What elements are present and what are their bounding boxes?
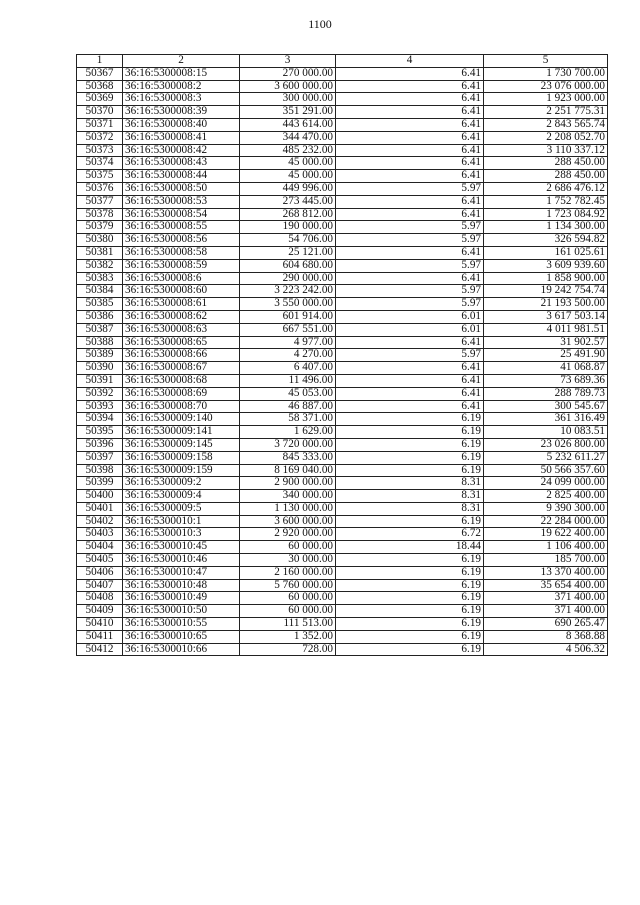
row-number-cell: 50401 bbox=[77, 502, 123, 515]
row-number-cell: 50384 bbox=[77, 285, 123, 298]
area-cell: 340 000.00 bbox=[240, 490, 336, 503]
table-row bbox=[77, 387, 608, 400]
cadastral-number-cell: 36:16:5300008:59 bbox=[123, 259, 240, 272]
cadastral-number-cell: 36:16:5300009:140 bbox=[123, 413, 240, 426]
page-number: 1100 bbox=[308, 17, 332, 31]
rate-cell: 18.44 bbox=[336, 541, 484, 554]
area-cell: 290 000.00 bbox=[240, 272, 336, 285]
cadastral-value-cell: 361 316.49 bbox=[484, 413, 608, 426]
cadastral-value-cell: 25 491.90 bbox=[484, 349, 608, 362]
cadastral-number-cell: 36:16:5300008:62 bbox=[123, 310, 240, 323]
rate-cell: 6.19 bbox=[336, 464, 484, 477]
cadastral-number-cell: 36:16:5300008:15 bbox=[123, 67, 240, 80]
table-row bbox=[77, 592, 608, 605]
area-cell: 5 760 000.00 bbox=[240, 579, 336, 592]
cadastral-number-cell: 36:16:5300008:3 bbox=[123, 93, 240, 106]
cadastral-value-cell: 3 609 939.60 bbox=[484, 259, 608, 272]
cadastral-value-cell: 690 265.47 bbox=[484, 618, 608, 631]
table-row bbox=[77, 285, 608, 298]
area-cell: 728.00 bbox=[240, 643, 336, 656]
cadastral-value-cell: 288 789.73 bbox=[484, 387, 608, 400]
cadastral-number-cell: 36:16:5300008:63 bbox=[123, 323, 240, 336]
table-row bbox=[77, 323, 608, 336]
table-row bbox=[77, 246, 608, 259]
table-row bbox=[77, 630, 608, 643]
rate-cell: 5.97 bbox=[336, 182, 484, 195]
rate-cell: 6.72 bbox=[336, 528, 484, 541]
rate-cell: 6.19 bbox=[336, 426, 484, 439]
table-row bbox=[77, 374, 608, 387]
rate-cell: 6.41 bbox=[336, 387, 484, 400]
rate-cell: 6.41 bbox=[336, 144, 484, 157]
row-number-cell: 50381 bbox=[77, 246, 123, 259]
cadastral-number-cell: 36:16:5300008:65 bbox=[123, 336, 240, 349]
table-row bbox=[77, 400, 608, 413]
area-cell: 11 496.00 bbox=[240, 374, 336, 387]
area-cell: 3 223 242.00 bbox=[240, 285, 336, 298]
rate-cell: 5.97 bbox=[336, 234, 484, 247]
rate-cell: 6.41 bbox=[336, 170, 484, 183]
table-row bbox=[77, 170, 608, 183]
table-row bbox=[77, 618, 608, 631]
cadastral-number-cell: 36:16:5300010:65 bbox=[123, 630, 240, 643]
area-cell: 2 900 000.00 bbox=[240, 477, 336, 490]
rate-cell: 6.41 bbox=[336, 131, 484, 144]
cadastral-value-cell: 31 902.57 bbox=[484, 336, 608, 349]
area-cell: 54 706.00 bbox=[240, 234, 336, 247]
rate-cell: 6.01 bbox=[336, 310, 484, 323]
area-cell: 485 232.00 bbox=[240, 144, 336, 157]
row-number-cell: 50397 bbox=[77, 451, 123, 464]
cadastral-value-cell: 10 083.51 bbox=[484, 426, 608, 439]
cadastral-number-cell: 36:16:5300008:61 bbox=[123, 298, 240, 311]
cadastral-number-cell: 36:16:5300008:44 bbox=[123, 170, 240, 183]
area-cell: 270 000.00 bbox=[240, 67, 336, 80]
cadastral-value-cell: 371 400.00 bbox=[484, 592, 608, 605]
cadastral-value-cell: 22 284 000.00 bbox=[484, 515, 608, 528]
row-number-cell: 50367 bbox=[77, 67, 123, 80]
table-row bbox=[77, 362, 608, 375]
cadastral-value-cell: 161 025.61 bbox=[484, 246, 608, 259]
cadastral-number-cell: 36:16:5300010:3 bbox=[123, 528, 240, 541]
cadastral-number-cell: 36:16:5300008:50 bbox=[123, 182, 240, 195]
cadastral-value-cell: 8 368.88 bbox=[484, 630, 608, 643]
row-number-cell: 50403 bbox=[77, 528, 123, 541]
row-number-cell: 50396 bbox=[77, 438, 123, 451]
cadastral-number-cell: 36:16:5300010:47 bbox=[123, 566, 240, 579]
cadastral-value-cell: 2 686 476.12 bbox=[484, 182, 608, 195]
cadastral-number-cell: 36:16:5300008:42 bbox=[123, 144, 240, 157]
area-cell: 60 000.00 bbox=[240, 541, 336, 554]
row-number-cell: 50408 bbox=[77, 592, 123, 605]
area-cell: 667 551.00 bbox=[240, 323, 336, 336]
cadastral-value-cell: 41 068.87 bbox=[484, 362, 608, 375]
cadastral-number-cell: 36:16:5300010:1 bbox=[123, 515, 240, 528]
table-row bbox=[77, 490, 608, 503]
area-cell: 45 000.00 bbox=[240, 170, 336, 183]
rate-cell: 6.19 bbox=[336, 554, 484, 567]
area-cell: 3 600 000.00 bbox=[240, 515, 336, 528]
cadastral-value-cell: 288 450.00 bbox=[484, 157, 608, 170]
row-number-cell: 50373 bbox=[77, 144, 123, 157]
row-number-cell: 50411 bbox=[77, 630, 123, 643]
column-header: 3 bbox=[240, 55, 336, 68]
row-number-cell: 50383 bbox=[77, 272, 123, 285]
row-number-cell: 50402 bbox=[77, 515, 123, 528]
rate-cell: 5.97 bbox=[336, 349, 484, 362]
area-cell: 344 470.00 bbox=[240, 131, 336, 144]
rate-cell: 6.41 bbox=[336, 80, 484, 93]
rate-cell: 6.01 bbox=[336, 323, 484, 336]
table-row bbox=[77, 144, 608, 157]
cadastral-value-cell: 21 193 500.00 bbox=[484, 298, 608, 311]
row-number-cell: 50378 bbox=[77, 208, 123, 221]
rate-cell: 6.19 bbox=[336, 566, 484, 579]
cadastral-value-cell: 326 594.82 bbox=[484, 234, 608, 247]
cadastral-number-cell: 36:16:5300008:54 bbox=[123, 208, 240, 221]
table-row bbox=[77, 336, 608, 349]
rate-cell: 6.41 bbox=[336, 67, 484, 80]
column-header: 2 bbox=[123, 55, 240, 68]
table-row bbox=[77, 208, 608, 221]
cadastral-number-cell: 36:16:5300008:69 bbox=[123, 387, 240, 400]
cadastral-value-cell: 35 654 400.00 bbox=[484, 579, 608, 592]
cadastral-value-cell: 4 506.32 bbox=[484, 643, 608, 656]
rate-cell: 5.97 bbox=[336, 259, 484, 272]
row-number-cell: 50374 bbox=[77, 157, 123, 170]
rate-cell: 8.31 bbox=[336, 477, 484, 490]
row-number-cell: 50377 bbox=[77, 195, 123, 208]
cadastral-number-cell: 36:16:5300009:141 bbox=[123, 426, 240, 439]
row-number-cell: 50394 bbox=[77, 413, 123, 426]
rate-cell: 5.97 bbox=[336, 285, 484, 298]
row-number-cell: 50405 bbox=[77, 554, 123, 567]
table-row bbox=[77, 541, 608, 554]
area-cell: 25 121.00 bbox=[240, 246, 336, 259]
rate-cell: 6.19 bbox=[336, 592, 484, 605]
row-number-cell: 50387 bbox=[77, 323, 123, 336]
cadastral-value-cell: 2 208 052.70 bbox=[484, 131, 608, 144]
area-cell: 1 352.00 bbox=[240, 630, 336, 643]
table-row bbox=[77, 566, 608, 579]
table-row bbox=[77, 67, 608, 80]
area-cell: 45 053.00 bbox=[240, 387, 336, 400]
row-number-cell: 50385 bbox=[77, 298, 123, 311]
table-row bbox=[77, 80, 608, 93]
table-row bbox=[77, 528, 608, 541]
rate-cell: 8.31 bbox=[336, 490, 484, 503]
table-row bbox=[77, 310, 608, 323]
row-number-cell: 50392 bbox=[77, 387, 123, 400]
cadastral-number-cell: 36:16:5300008:2 bbox=[123, 80, 240, 93]
rate-cell: 6.19 bbox=[336, 643, 484, 656]
cadastral-number-cell: 36:16:5300009:145 bbox=[123, 438, 240, 451]
row-number-cell: 50388 bbox=[77, 336, 123, 349]
cadastral-number-cell: 36:16:5300008:40 bbox=[123, 118, 240, 131]
row-number-cell: 50379 bbox=[77, 221, 123, 234]
cadastral-number-cell: 36:16:5300010:49 bbox=[123, 592, 240, 605]
rate-cell: 6.41 bbox=[336, 272, 484, 285]
row-number-cell: 50375 bbox=[77, 170, 123, 183]
area-cell: 449 996.00 bbox=[240, 182, 336, 195]
row-number-cell: 50372 bbox=[77, 131, 123, 144]
cadastral-number-cell: 36:16:5300008:55 bbox=[123, 221, 240, 234]
rate-cell: 6.19 bbox=[336, 438, 484, 451]
cadastral-value-cell: 19 242 754.74 bbox=[484, 285, 608, 298]
table-body bbox=[77, 67, 608, 656]
rate-cell: 6.19 bbox=[336, 515, 484, 528]
cadastral-number-cell: 36:16:5300008:70 bbox=[123, 400, 240, 413]
rate-cell: 6.41 bbox=[336, 118, 484, 131]
cadastral-value-cell: 50 566 357.60 bbox=[484, 464, 608, 477]
rate-cell: 6.41 bbox=[336, 93, 484, 106]
rate-cell: 5.97 bbox=[336, 298, 484, 311]
cadastral-value-cell: 2 251 775.31 bbox=[484, 106, 608, 119]
area-cell: 4 977.00 bbox=[240, 336, 336, 349]
cadastral-value-cell: 9 390 300.00 bbox=[484, 502, 608, 515]
cadastral-value-cell: 371 400.00 bbox=[484, 605, 608, 618]
cadastral-value-cell: 1 134 300.00 bbox=[484, 221, 608, 234]
cadastral-value-cell: 13 370 400.00 bbox=[484, 566, 608, 579]
rate-cell: 6.41 bbox=[336, 195, 484, 208]
cadastral-value-cell: 1 923 000.00 bbox=[484, 93, 608, 106]
cadastral-value-cell: 1 752 782.45 bbox=[484, 195, 608, 208]
row-number-cell: 50395 bbox=[77, 426, 123, 439]
table-row bbox=[77, 643, 608, 656]
rate-cell: 6.19 bbox=[336, 413, 484, 426]
row-number-cell: 50389 bbox=[77, 349, 123, 362]
cadastral-number-cell: 36:16:5300008:66 bbox=[123, 349, 240, 362]
row-number-cell: 50369 bbox=[77, 93, 123, 106]
rate-cell: 6.41 bbox=[336, 374, 484, 387]
cadastral-number-cell: 36:16:5300009:159 bbox=[123, 464, 240, 477]
row-number-cell: 50407 bbox=[77, 579, 123, 592]
cadastral-value-cell: 24 099 000.00 bbox=[484, 477, 608, 490]
table-row bbox=[77, 451, 608, 464]
cadastral-value-cell: 1 106 400.00 bbox=[484, 541, 608, 554]
area-cell: 351 291.00 bbox=[240, 106, 336, 119]
area-cell: 30 000.00 bbox=[240, 554, 336, 567]
column-header: 5 bbox=[484, 55, 608, 68]
area-cell: 601 914.00 bbox=[240, 310, 336, 323]
cadastral-number-cell: 36:16:5300008:58 bbox=[123, 246, 240, 259]
area-cell: 3 550 000.00 bbox=[240, 298, 336, 311]
area-cell: 443 614.00 bbox=[240, 118, 336, 131]
table-row bbox=[77, 118, 608, 131]
cadastral-value-cell: 300 545.67 bbox=[484, 400, 608, 413]
cadastral-value-cell: 3 617 503.14 bbox=[484, 310, 608, 323]
row-number-cell: 50386 bbox=[77, 310, 123, 323]
cadastral-number-cell: 36:16:5300008:56 bbox=[123, 234, 240, 247]
cadastral-value-cell: 185 700.00 bbox=[484, 554, 608, 567]
row-number-cell: 50390 bbox=[77, 362, 123, 375]
cadastral-value-cell: 2 843 565.74 bbox=[484, 118, 608, 131]
cadastral-number-cell: 36:16:5300008:67 bbox=[123, 362, 240, 375]
table-row bbox=[77, 426, 608, 439]
cadastral-value-table bbox=[76, 54, 608, 656]
row-number-cell: 50412 bbox=[77, 643, 123, 656]
cadastral-number-cell: 36:16:5300008:6 bbox=[123, 272, 240, 285]
area-cell: 604 680.00 bbox=[240, 259, 336, 272]
table-row bbox=[77, 131, 608, 144]
area-cell: 58 371.00 bbox=[240, 413, 336, 426]
cadastral-number-cell: 36:16:5300010:55 bbox=[123, 618, 240, 631]
column-number-row bbox=[77, 55, 608, 68]
table-row bbox=[77, 298, 608, 311]
table-row bbox=[77, 195, 608, 208]
table-row bbox=[77, 438, 608, 451]
area-cell: 45 000.00 bbox=[240, 157, 336, 170]
cadastral-value-cell: 1 858 900.00 bbox=[484, 272, 608, 285]
cadastral-number-cell: 36:16:5300008:39 bbox=[123, 106, 240, 119]
table-row bbox=[77, 554, 608, 567]
row-number-cell: 50380 bbox=[77, 234, 123, 247]
area-cell: 1 629.00 bbox=[240, 426, 336, 439]
table-row bbox=[77, 259, 608, 272]
column-header: 1 bbox=[77, 55, 123, 68]
area-cell: 4 270.00 bbox=[240, 349, 336, 362]
cadastral-value-cell: 5 232 611.27 bbox=[484, 451, 608, 464]
table-row bbox=[77, 413, 608, 426]
table-row bbox=[77, 477, 608, 490]
cadastral-number-cell: 36:16:5300009:4 bbox=[123, 490, 240, 503]
table-row bbox=[77, 182, 608, 195]
table-row bbox=[77, 579, 608, 592]
cadastral-number-cell: 36:16:5300010:48 bbox=[123, 579, 240, 592]
rate-cell: 6.19 bbox=[336, 605, 484, 618]
cadastral-value-cell: 19 622 400.00 bbox=[484, 528, 608, 541]
area-cell: 3 600 000.00 bbox=[240, 80, 336, 93]
table-row bbox=[77, 349, 608, 362]
cadastral-number-cell: 36:16:5300009:5 bbox=[123, 502, 240, 515]
area-cell: 1 130 000.00 bbox=[240, 502, 336, 515]
row-number-cell: 50398 bbox=[77, 464, 123, 477]
cadastral-value-cell: 288 450.00 bbox=[484, 170, 608, 183]
rate-cell: 5.97 bbox=[336, 221, 484, 234]
row-number-cell: 50409 bbox=[77, 605, 123, 618]
cadastral-value-cell: 73 689.36 bbox=[484, 374, 608, 387]
table-row bbox=[77, 106, 608, 119]
cadastral-value-cell: 3 110 337.12 bbox=[484, 144, 608, 157]
cadastral-number-cell: 36:16:5300009:158 bbox=[123, 451, 240, 464]
cadastral-value-cell: 2 825 400.00 bbox=[484, 490, 608, 503]
cadastral-number-cell: 36:16:5300010:46 bbox=[123, 554, 240, 567]
cadastral-number-cell: 36:16:5300008:53 bbox=[123, 195, 240, 208]
table-row bbox=[77, 93, 608, 106]
table-row bbox=[77, 605, 608, 618]
cadastral-value-cell: 23 076 000.00 bbox=[484, 80, 608, 93]
cadastral-number-cell: 36:16:5300008:41 bbox=[123, 131, 240, 144]
row-number-cell: 50406 bbox=[77, 566, 123, 579]
cadastral-number-cell: 36:16:5300008:60 bbox=[123, 285, 240, 298]
cadastral-number-cell: 36:16:5300009:2 bbox=[123, 477, 240, 490]
table-row bbox=[77, 157, 608, 170]
rate-cell: 6.41 bbox=[336, 400, 484, 413]
area-cell: 46 887.00 bbox=[240, 400, 336, 413]
row-number-cell: 50393 bbox=[77, 400, 123, 413]
row-number-cell: 50382 bbox=[77, 259, 123, 272]
row-number-cell: 50371 bbox=[77, 118, 123, 131]
area-cell: 300 000.00 bbox=[240, 93, 336, 106]
cadastral-number-cell: 36:16:5300008:68 bbox=[123, 374, 240, 387]
area-cell: 2 920 000.00 bbox=[240, 528, 336, 541]
table-row bbox=[77, 221, 608, 234]
cadastral-number-cell: 36:16:5300010:45 bbox=[123, 541, 240, 554]
row-number-cell: 50391 bbox=[77, 374, 123, 387]
column-header: 4 bbox=[336, 55, 484, 68]
rate-cell: 6.41 bbox=[336, 157, 484, 170]
rate-cell: 6.19 bbox=[336, 618, 484, 631]
rate-cell: 6.19 bbox=[336, 630, 484, 643]
cadastral-value-cell: 4 011 981.51 bbox=[484, 323, 608, 336]
row-number-cell: 50368 bbox=[77, 80, 123, 93]
area-cell: 111 513.00 bbox=[240, 618, 336, 631]
row-number-cell: 50376 bbox=[77, 182, 123, 195]
table-row bbox=[77, 502, 608, 515]
rate-cell: 6.19 bbox=[336, 451, 484, 464]
rate-cell: 6.19 bbox=[336, 579, 484, 592]
table-row bbox=[77, 234, 608, 247]
cadastral-value-cell: 1 730 700.00 bbox=[484, 67, 608, 80]
rate-cell: 6.41 bbox=[336, 208, 484, 221]
cadastral-value-cell: 1 723 084.92 bbox=[484, 208, 608, 221]
row-number-cell: 50404 bbox=[77, 541, 123, 554]
area-cell: 2 160 000.00 bbox=[240, 566, 336, 579]
area-cell: 6 407.00 bbox=[240, 362, 336, 375]
cadastral-value-cell: 23 026 800.00 bbox=[484, 438, 608, 451]
rate-cell: 6.41 bbox=[336, 336, 484, 349]
rate-cell: 8.31 bbox=[336, 502, 484, 515]
area-cell: 3 720 000.00 bbox=[240, 438, 336, 451]
row-number-cell: 50400 bbox=[77, 490, 123, 503]
rate-cell: 6.41 bbox=[336, 246, 484, 259]
row-number-cell: 50370 bbox=[77, 106, 123, 119]
area-cell: 268 812.00 bbox=[240, 208, 336, 221]
cadastral-number-cell: 36:16:5300010:50 bbox=[123, 605, 240, 618]
row-number-cell: 50399 bbox=[77, 477, 123, 490]
rate-cell: 6.41 bbox=[336, 362, 484, 375]
table-row bbox=[77, 515, 608, 528]
area-cell: 60 000.00 bbox=[240, 605, 336, 618]
row-number-cell: 50410 bbox=[77, 618, 123, 631]
area-cell: 60 000.00 bbox=[240, 592, 336, 605]
table-row bbox=[77, 272, 608, 285]
table-row bbox=[77, 464, 608, 477]
area-cell: 273 445.00 bbox=[240, 195, 336, 208]
rate-cell: 6.41 bbox=[336, 106, 484, 119]
area-cell: 190 000.00 bbox=[240, 221, 336, 234]
cadastral-number-cell: 36:16:5300008:43 bbox=[123, 157, 240, 170]
area-cell: 8 169 040.00 bbox=[240, 464, 336, 477]
cadastral-number-cell: 36:16:5300010:66 bbox=[123, 643, 240, 656]
area-cell: 845 333.00 bbox=[240, 451, 336, 464]
